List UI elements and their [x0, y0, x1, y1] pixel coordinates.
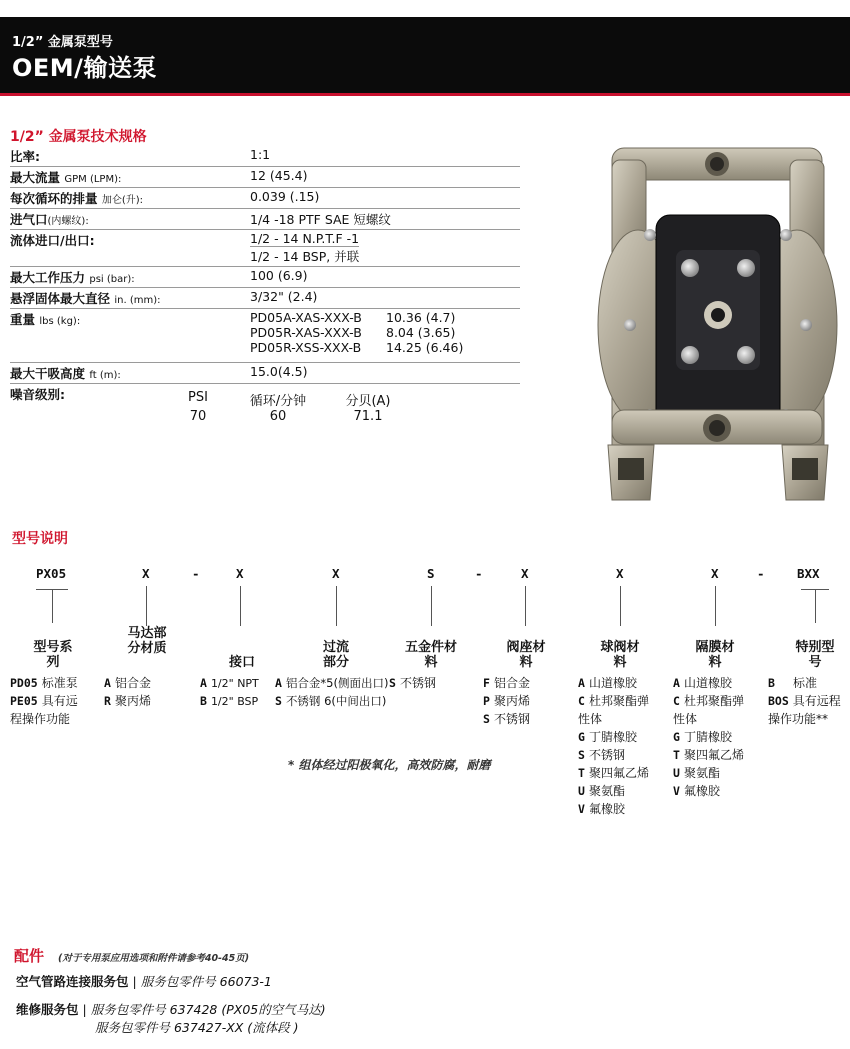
model-code-segment: PX05 — [36, 566, 67, 581]
model-code-segment: BXX — [797, 566, 820, 581]
spec-value: 12 (45.4) — [250, 168, 308, 183]
option-item: U 聚氨酯 — [578, 784, 625, 798]
spec-row — [10, 288, 520, 309]
header-rule — [0, 93, 850, 96]
weight-value: 14.25 (6.46) — [386, 340, 464, 355]
spec-label: 每次循环的排量 — [10, 191, 98, 206]
spec-value: 15.0(4.5) — [250, 364, 308, 379]
option-item: A 1/2" NPT — [200, 676, 259, 690]
accessories-hint: (对于专用泵应用选项和附件请参考40-45页) — [58, 953, 250, 964]
accessory-line: 维修服务包 | 服务包零件号 637428 (PX05的空气马达) — [16, 1002, 326, 1017]
spec-value: 3/32" (2.4) — [250, 289, 318, 304]
weight-model: PD05R-XAS-XXX-B — [250, 325, 362, 340]
spec-row — [10, 230, 520, 267]
option-item: U 聚氨酯 — [673, 766, 720, 780]
group-head-series: 型号系列 — [33, 640, 73, 670]
model-code-segment: X — [616, 566, 624, 581]
group-head-hardware: 五金件材料 — [404, 640, 457, 670]
option-item: G 丁腈橡胶 — [673, 730, 732, 744]
spec-label: 重量 — [10, 312, 36, 327]
leader-line — [620, 586, 621, 626]
spec-value: 1/4 -18 PTF SAE 短螺纹 — [250, 212, 391, 227]
option-item: C 杜邦聚酯弹性体 — [673, 694, 744, 726]
option-item: C 杜邦聚酯弹性体 — [578, 694, 649, 726]
option-item: A 山道橡胶 — [673, 676, 732, 690]
weight-row — [250, 340, 463, 355]
leader-line — [431, 586, 432, 626]
accessory-line: 空气管路连接服务包 | 服务包零件号 66073-1 — [16, 974, 272, 989]
spec-unit: ft (m): — [89, 370, 121, 381]
noise-value: 71.1 — [353, 409, 383, 424]
model-code-segment: X — [236, 566, 244, 581]
spec-row — [10, 363, 520, 384]
option-item: P 聚丙烯 — [483, 694, 530, 708]
spec-label: 进气口 — [10, 212, 48, 227]
page-header — [0, 17, 850, 93]
spec-label: 最大工作压力 — [10, 270, 86, 285]
spec-table — [10, 146, 520, 404]
model-code-segment: S — [427, 566, 435, 581]
option-item: R 聚丙烯 — [104, 694, 151, 708]
noise-header: 循环/分钟 — [249, 394, 307, 409]
spec-label: 悬浮固体最大直径 — [10, 291, 111, 306]
spec-unit: in. (mm): — [114, 295, 161, 306]
spec-unit: GPM (LPM): — [64, 174, 122, 185]
model-code-segment: X — [521, 566, 529, 581]
option-item: F 铝合金 — [483, 676, 530, 690]
option-item: B 标准 — [768, 676, 817, 690]
spec-row — [10, 267, 520, 288]
group-head-ball: 球阀材料 — [600, 640, 640, 670]
group-head-motor: 马达部分材质 — [127, 626, 167, 656]
noise-header: 分贝(A) — [345, 394, 391, 409]
spec-label: 比率: — [10, 149, 40, 164]
spec-row — [10, 209, 520, 230]
option-item: G 丁腈橡胶 — [578, 730, 637, 744]
option-item: T 聚四氟乙烯 — [673, 748, 744, 762]
spec-unit: psi (bar): — [89, 274, 135, 285]
spec-unit: lbs (kg): — [39, 316, 81, 327]
option-item: V 氟橡胶 — [673, 784, 720, 798]
accessories-title: 配件 — [14, 947, 45, 965]
option-item: PD05 标准泵 — [10, 676, 78, 690]
model-section-title: 型号说明 — [12, 531, 68, 547]
spec-unit: (内螺纹): — [47, 216, 89, 227]
page-title: OEM/输送泵 — [12, 54, 157, 82]
noise-header: PSI — [188, 390, 208, 405]
leader-line — [336, 586, 337, 626]
weight-model: PD05A-XAS-XXX-B — [250, 310, 362, 325]
spec-row — [10, 188, 520, 209]
leader-line — [525, 586, 526, 626]
option-item: B 1/2" BSP — [200, 694, 259, 708]
spec-label: 噪音级别: — [10, 387, 65, 402]
model-code-dash: - — [192, 566, 200, 581]
option-item: BOS 具有远程操作功能** — [768, 694, 841, 726]
leader-line — [715, 586, 716, 626]
leader-line — [52, 589, 53, 623]
spec-section-title: 1/2” 金属泵技术规格 — [10, 129, 147, 145]
option-item: T 聚四氟乙烯 — [578, 766, 649, 780]
group-head-seat: 阀座材料 — [506, 640, 546, 670]
leader-line — [240, 586, 241, 626]
option-item: S 不锈钢 — [578, 748, 625, 762]
option-item: A 山道橡胶 — [578, 676, 637, 690]
header-subtitle: 1/2” 金属泵型号 — [12, 35, 113, 50]
option-item: S 不锈钢 — [389, 676, 436, 690]
model-code-segment: X — [711, 566, 719, 581]
option-item: S 不锈钢 6(中间出口) — [275, 694, 387, 708]
spec-value: 1/2 - 14 BSP, 并联 — [250, 249, 360, 264]
noise-value: 60 — [269, 409, 287, 424]
pump-image — [590, 140, 845, 515]
model-code-segment: X — [142, 566, 150, 581]
weight-model: PD05R-XSS-XXX-B — [250, 340, 362, 355]
group-head-wetted: 过流部分 — [322, 640, 349, 670]
group-head-diaphragm: 隔膜材料 — [695, 640, 735, 670]
anodized-note: * 组体经过阳极氧化，高效防腐，耐磨 — [288, 758, 491, 772]
model-code-segment: X — [332, 566, 340, 581]
spec-value: 1:1 — [250, 147, 271, 162]
spec-row — [10, 309, 520, 363]
spec-value: 0.039 (.15) — [250, 189, 320, 204]
spec-label: 最大干吸高度 — [10, 366, 86, 381]
option-item: PE05 具有远程操作功能 — [10, 694, 78, 726]
spec-value: 1/2 - 14 N.P.T.F -1 — [250, 231, 360, 246]
accessory-line: 服务包零件号 637427-XX (流体段 ) — [95, 1020, 299, 1035]
option-item: V 氟橡胶 — [578, 802, 625, 816]
spec-row — [10, 167, 520, 188]
spec-row — [10, 146, 520, 167]
weight-row — [250, 325, 463, 340]
model-code-dash: - — [475, 566, 483, 581]
option-item: A 铝合金*5(侧面出口) — [275, 676, 389, 690]
noise-value: 70 — [189, 409, 207, 424]
weight-value: 10.36 (4.7) — [386, 310, 456, 325]
weight-value: 8.04 (3.65) — [386, 325, 456, 340]
option-item: A 铝合金 — [104, 676, 151, 690]
leader-line — [815, 589, 816, 623]
spec-value: 100 (6.9) — [250, 268, 308, 283]
spec-unit: 加仑(升): — [101, 195, 144, 206]
model-code-dash: - — [757, 566, 765, 581]
leader-line — [146, 586, 147, 626]
spec-label: 流体进口/出口: — [10, 233, 95, 248]
weight-row — [250, 310, 463, 325]
group-head-port: 接口 — [228, 655, 255, 670]
spec-label: 最大流量 — [10, 170, 61, 185]
group-head-special: 特别型号 — [795, 640, 835, 670]
option-item: S 不锈钢 — [483, 712, 530, 726]
